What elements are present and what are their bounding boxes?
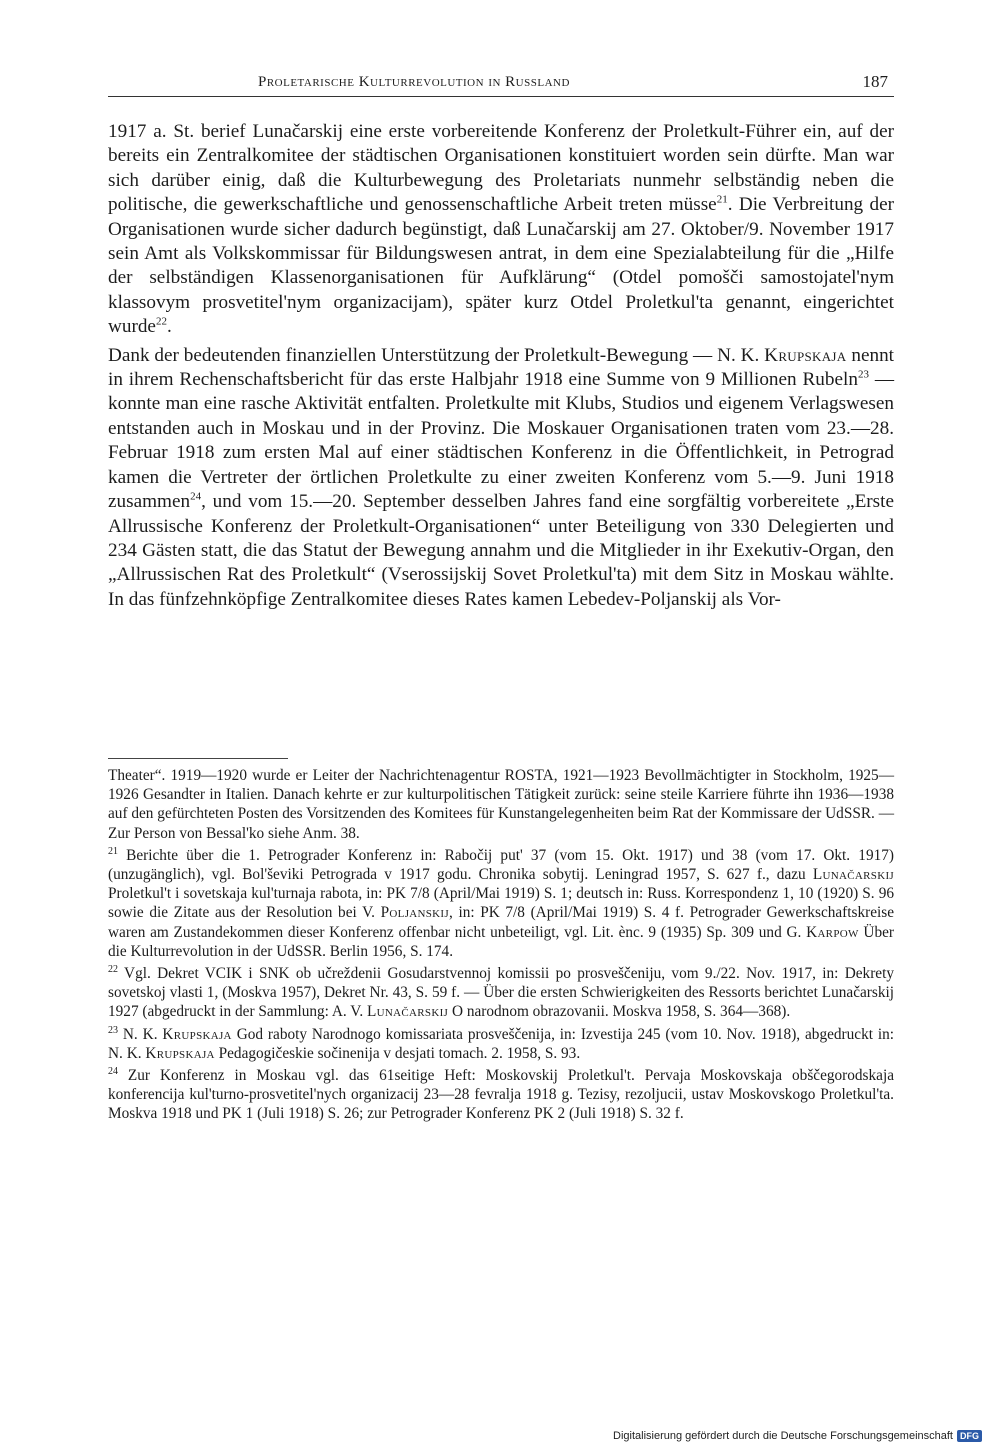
text-run: N. K. xyxy=(118,1025,163,1043)
footnote-ref-24: 24 xyxy=(190,490,202,503)
author-name: Lunačarskij xyxy=(367,1003,449,1021)
text-run: Vgl. Dekret VCIK i SNK ob učreždenii Gosudarstvennoj komissii po prosveščeniju, vom 9./22. Nov. 1917, in: Dekrety sovetskoj vlasti 1, (Moskva 1957), Dekret Nr. 43, S. 59 f. — Über die ersten Schwierigkeiten des Ressorts berichtet Lunačarskij 1927 (abgedruckt in der Sammlung: A. V. xyxy=(108,965,894,1021)
footnote-ref-23: 23 xyxy=(857,368,869,381)
text-run: . Die Verbreitung der Organisationen wurde sicher dadurch begünstigt, daß Lunačarskij am 27. Oktober/9. November 1917 sein Amt als Volkskommissar für Bildungswesen antrat, in dem eine Spezialabteilung für die „Hilfe der selbständigen Klassenorganisationen für Aufklärung“ (Otdel pomošči samostojatel'nym klassovym prosvetitel'nym organizacijam), später kurz Otdel Proletkul'ta genannt, eingerichtet wurde xyxy=(108,194,894,338)
text-run: , in: PK 7/8 (April/Mai 1919) S. 4 f. Petrograder Gewerkschaftskreise waren am Zustandekommen dieser Konferenz offenbar nicht unbeteiligt, vgl. Lit. ènc. 9 (1935) Sp. 309 und G. xyxy=(108,904,894,941)
text-run: Dank der bedeutenden finanziellen Unterstützung der Proletkult-Bewegung — N. K. xyxy=(108,344,765,366)
footnote-continuation: Theater“. 1919—1920 wurde er Leiter der Nachrichtenagentur ROSTA, 1921—1923 Bevollmächtigter in Stockholm, 1925—1926 Gesandter in Italien. Danach kehrte er zur kulturpolitischen Tätigkeit zurück: seine steile Karriere führte ihn 1936—1938 auf den gefürchteten Posten des Vorsitzenden des Komitees für Kunstangelegenheiten beim Rat der Kommissare der UdSSR. — Zur Person von Bessal'ko siehe Anm. 38. xyxy=(108,767,894,842)
author-name: Lunačarskij xyxy=(812,866,894,884)
footnotes xyxy=(108,766,894,1127)
footnote-21 xyxy=(108,846,894,961)
author-name: Krupskaja xyxy=(162,1025,232,1043)
digitization-credit xyxy=(613,1430,982,1442)
text-run: nennt in ihrem Rechenschaftsbericht für das erste Halbjahr 1918 eine Summe von 9 Millionen Rubeln xyxy=(108,344,894,391)
author-name: Poljanskij xyxy=(380,904,449,922)
footnote-ref-21: 21 xyxy=(716,193,728,206)
dfg-logo: DFG xyxy=(957,1430,982,1442)
footnote-number: 24 xyxy=(108,1065,118,1077)
credit-text: Digitalisierung gefördert durch die Deutsche Forschungsgemeinschaft xyxy=(613,1430,953,1442)
footnote-22 xyxy=(108,964,894,1022)
text-run: Proletkul't i sovetskaja kul'turnaja rabota, in: PK 7/8 (April/Mai 1919) S. 1; deutsch in: Russ. Korrespondenz 1, 10 (1920) S. 96 sowie die Zitate aus der Resolution bei V. xyxy=(108,885,894,922)
author-name: Krupskaja xyxy=(145,1044,215,1062)
footnote-number: 21 xyxy=(108,845,118,857)
footnote-24 xyxy=(108,1066,894,1124)
text-run: Über die Kulturrevolution in der UdSSR. Berlin 1956, S. 174. xyxy=(108,923,894,960)
paragraph-2 xyxy=(108,344,894,612)
text-run: God raboty Narodnogo komissariata prosveščenija, in: Izvestija 245 (vom 10. Nov. 1918), abgedruckt in: N. K. xyxy=(108,1025,895,1062)
text-run: — konnte man eine rasche Aktivität entfalten. Proletkulte mit Klubs, Studios und eigenem Verlagswesen entstanden auch in Moskau und in der Provinz. Die Moskauer Organisationen traten vom 23.—28. Februar 1918 zum ersten Mal auf einer städtischen Konferenz in die Öffentlichkeit, in Petrograd kamen die Vertreter der örtlichen Proletkulte zu einer zweiten Konferenz vom 5.—9. Juni 1918 zusammen xyxy=(108,369,895,513)
text-run: Berichte über die 1. Petrograder Konferenz in: Rabočij put' 37 (vom 15. Okt. 1917) und 38 (vom 17. Okt. 1917) (unzugänglich), vgl. Bol'ševiki Petrograda v 1917 godu. Chronika sobytij. Leningrad 1957, S. 627 f., dazu xyxy=(108,846,894,884)
author-name: Karpow xyxy=(806,923,859,941)
text-run: Zur Konferenz in Moskau vgl. das 61seitige Heft: Moskovskij Proletkul't. Pervaja Moskovskaja obščegorodskaja konferencija kul'turno-prosvetitel'nych organizacij 23—28 fevralja 1918 g. Tezisy, rezoljucii, ustav Moskovskogo Proletkul'ta. Moskva 1918 und PK 1 (Juli 1918) S. 26; zur Petrograder Konferenz PK 2 (Juli 1918) S. 32 f. xyxy=(108,1067,894,1123)
footnote-number: 22 xyxy=(108,963,118,975)
footnote-rule xyxy=(108,758,288,759)
page-number: 187 xyxy=(862,72,888,91)
running-head xyxy=(108,74,894,97)
text-run: Pedagogičeskie sočinenija v desjati tomach. 2. 1958, S. 93. xyxy=(214,1044,581,1062)
text-run: 1917 a. St. berief Lunačarskij eine erste vorbereitende Konferenz der Proletkult-Führer ein, auf der bereits ein Zentralkomitee der städtischen Organisationen konstituiert worden sein dürfte. Man war sich darüber einig, daß die Kulturbewegung des Proletariats nunmehr selbständig neben die politische, die gewerkschaftliche und genossenschaftliche Arbeit treten müsse xyxy=(108,121,894,216)
text-run: O narodnom obrazovanii. Moskva 1958, S. 364—368). xyxy=(448,1003,791,1021)
footnote-number: 23 xyxy=(108,1024,118,1036)
text-run: . xyxy=(166,316,172,338)
paragraph-1 xyxy=(108,120,894,340)
running-title: Proletarische Kulturrevolution in Russland xyxy=(258,74,570,90)
text-run: , und vom 15.—20. September desselben Jahres fand eine sorgfältig vorbereitete „Erste Allrussische Konferenz der Proletkult-Organisationen“ unter Beteiligung von 330 Delegierten und 234 Gästen statt, die das Statut der Bewegung annahm und die Mitglieder in ihr Exekutiv-Organ, den „Allrussischen Rat des Proletkult“ (Vserossijskij Sovet Proletkul'ta) mit dem Sitz in Moskau wählte. In das fünfzehnköpfige Zentralkomitee dieses Rates kamen Lebedev-Poljanskij als Vor- xyxy=(108,491,894,610)
footnote-ref-22: 22 xyxy=(155,315,167,328)
author-name: Krupskaja xyxy=(764,344,847,366)
footnote-23 xyxy=(108,1025,894,1063)
main-text xyxy=(108,120,894,616)
